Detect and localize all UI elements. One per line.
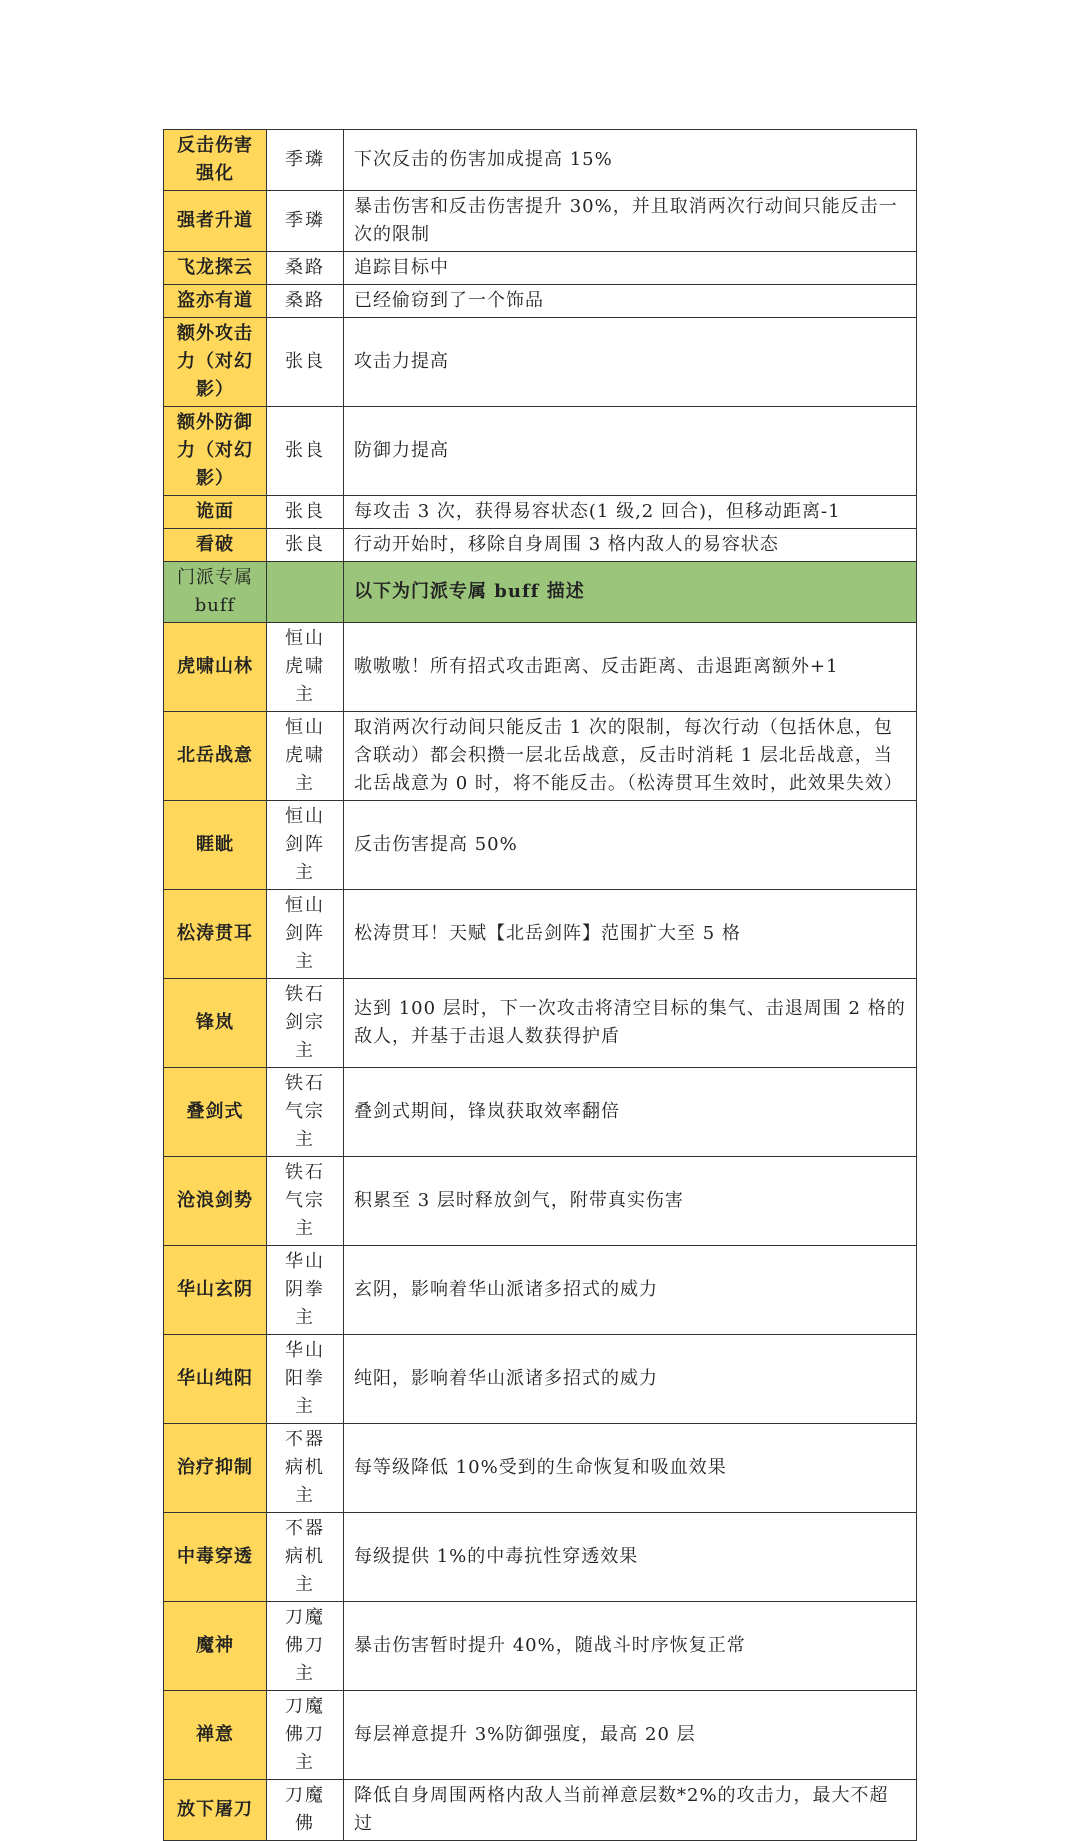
buff-name-cell: 诡面 (164, 496, 267, 529)
buff-name-cell: 华山纯阳 (164, 1335, 267, 1424)
buff-name-cell: 反击伤害强化 (164, 130, 267, 191)
buff-owner-cell: 张良 (267, 496, 344, 529)
buff-name-cell: 强者升道 (164, 191, 267, 252)
table-row (164, 979, 917, 1068)
buff-description-cell: 暴击伤害和反击伤害提升 30%，并且取消两次行动间只能反击一次的限制 (344, 191, 917, 252)
table-row (164, 801, 917, 890)
buff-description-cell: 反击伤害提高 50% (344, 801, 917, 890)
table-row (164, 318, 917, 407)
buff-owner-cell: 不器病机主 (267, 1513, 344, 1602)
buff-description-cell: 每攻击 3 次，获得易容状态(1 级,2 回合)，但移动距离-1 (344, 496, 917, 529)
table-row (164, 1602, 917, 1691)
buff-name-cell: 北岳战意 (164, 712, 267, 801)
buff-name-cell: 叠剑式 (164, 1068, 267, 1157)
buff-description-cell: 每等级降低 10%受到的生命恢复和吸血效果 (344, 1424, 917, 1513)
buff-name-cell: 沧浪剑势 (164, 1157, 267, 1246)
buff-owner-cell: 张良 (267, 407, 344, 496)
table-row (164, 285, 917, 318)
buff-name-cell: 额外防御力（对幻影） (164, 407, 267, 496)
table-row (164, 496, 917, 529)
buff-description-cell: 纯阳，影响着华山派诸多招式的威力 (344, 1335, 917, 1424)
buff-name-cell: 华山玄阴 (164, 1246, 267, 1335)
buff-name-cell: 门派专属buff (164, 562, 267, 623)
buff-description-cell: 嗷嗷嗷！所有招式攻击距离、反击距离、击退距离额外+1 (344, 623, 917, 712)
buff-name-cell: 放下屠刀 (164, 1780, 267, 1841)
buff-description-cell: 达到 100 层时，下一次攻击将清空目标的集气、击退周围 2 格的敌人，并基于击退人数获得护盾 (344, 979, 917, 1068)
buff-name-cell: 禅意 (164, 1691, 267, 1780)
buff-name-cell: 看破 (164, 529, 267, 562)
buff-description-cell: 下次反击的伤害加成提高 15% (344, 130, 917, 191)
buff-owner-cell (267, 562, 344, 623)
buff-description-cell: 每级提供 1%的中毒抗性穿透效果 (344, 1513, 917, 1602)
buff-description-cell: 叠剑式期间，锋岚获取效率翻倍 (344, 1068, 917, 1157)
buff-table-body (164, 130, 917, 1841)
buff-owner-cell: 桑路 (267, 285, 344, 318)
buff-owner-cell: 张良 (267, 529, 344, 562)
buff-description-cell: 积累至 3 层时释放剑气，附带真实伤害 (344, 1157, 917, 1246)
buff-name-cell: 中毒穿透 (164, 1513, 267, 1602)
table-row (164, 712, 917, 801)
buff-description-cell: 行动开始时，移除自身周围 3 格内敌人的易容状态 (344, 529, 917, 562)
buff-description-cell: 松涛贯耳！天赋【北岳剑阵】范围扩大至 5 格 (344, 890, 917, 979)
buff-table (163, 129, 917, 1841)
buff-owner-cell: 铁石气宗主 (267, 1157, 344, 1246)
section-header-row (164, 562, 917, 623)
buff-owner-cell: 季璘 (267, 130, 344, 191)
buff-description-cell: 已经偷窃到了一个饰品 (344, 285, 917, 318)
buff-name-cell: 额外攻击力（对幻影） (164, 318, 267, 407)
buff-owner-cell: 华山阳拳主 (267, 1335, 344, 1424)
table-row (164, 1780, 917, 1841)
buff-name-cell: 飞龙探云 (164, 252, 267, 285)
buff-name-cell: 虎啸山林 (164, 623, 267, 712)
buff-description-cell: 每层禅意提升 3%防御强度，最高 20 层 (344, 1691, 917, 1780)
table-row (164, 130, 917, 191)
table-row (164, 252, 917, 285)
table-row (164, 890, 917, 979)
buff-name-cell: 盗亦有道 (164, 285, 267, 318)
buff-name-cell: 睚眦 (164, 801, 267, 890)
buff-description-cell: 暴击伤害暂时提升 40%，随战斗时序恢复正常 (344, 1602, 917, 1691)
table-row (164, 1335, 917, 1424)
buff-owner-cell: 恒山剑阵主 (267, 801, 344, 890)
buff-owner-cell: 不器病机主 (267, 1424, 344, 1513)
buff-name-cell: 魔神 (164, 1602, 267, 1691)
buff-owner-cell: 华山阴拳主 (267, 1246, 344, 1335)
table-row (164, 1424, 917, 1513)
table-row (164, 1691, 917, 1780)
buff-owner-cell: 张良 (267, 318, 344, 407)
buff-owner-cell: 铁石剑宗主 (267, 979, 344, 1068)
buff-description-cell: 攻击力提高 (344, 318, 917, 407)
buff-owner-cell: 桑路 (267, 252, 344, 285)
table-row (164, 407, 917, 496)
buff-description-cell: 防御力提高 (344, 407, 917, 496)
table-row (164, 623, 917, 712)
buff-owner-cell: 恒山剑阵主 (267, 890, 344, 979)
buff-owner-cell: 恒山虎啸主 (267, 712, 344, 801)
buff-description-cell: 以下为门派专属 buff 描述 (344, 562, 917, 623)
buff-description-cell: 降低自身周围两格内敌人当前禅意层数*2%的攻击力，最大不超过 (344, 1780, 917, 1841)
buff-owner-cell: 刀魔佛 (267, 1780, 344, 1841)
buff-owner-cell: 刀魔佛刀主 (267, 1691, 344, 1780)
buff-owner-cell: 季璘 (267, 191, 344, 252)
table-row (164, 1157, 917, 1246)
buff-description-cell: 取消两次行动间只能反击 1 次的限制，每次行动（包括休息，包含联动）都会积攒一层北岳战意，反击时消耗 1 层北岳战意，当北岳战意为 0 时，将不能反击。（松涛贯耳生效时，此效果失效） (344, 712, 917, 801)
table-row (164, 529, 917, 562)
table-row (164, 1068, 917, 1157)
table-row (164, 191, 917, 252)
buff-owner-cell: 恒山虎啸主 (267, 623, 344, 712)
buff-name-cell: 锋岚 (164, 979, 267, 1068)
buff-owner-cell: 铁石气宗主 (267, 1068, 344, 1157)
buff-name-cell: 治疗抑制 (164, 1424, 267, 1513)
buff-description-cell: 玄阴，影响着华山派诸多招式的威力 (344, 1246, 917, 1335)
buff-owner-cell: 刀魔佛刀主 (267, 1602, 344, 1691)
table-row (164, 1246, 917, 1335)
buff-name-cell: 松涛贯耳 (164, 890, 267, 979)
buff-description-cell: 追踪目标中 (344, 252, 917, 285)
